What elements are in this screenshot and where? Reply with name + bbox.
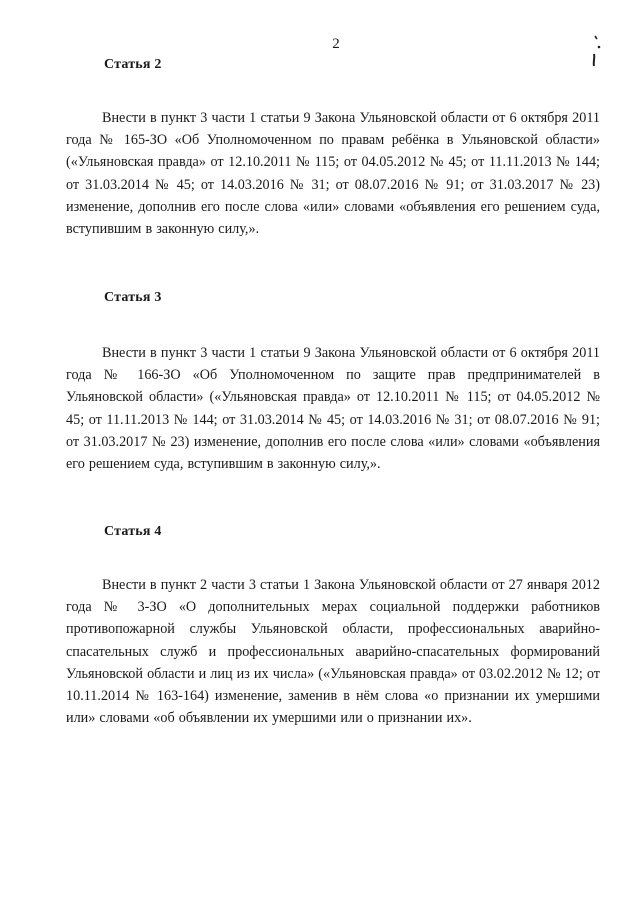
margin-mark-icon xyxy=(590,34,602,68)
article-heading-3: Статья 3 xyxy=(104,290,162,305)
page-number: 2 xyxy=(332,36,340,52)
article-text-4: Внести в пункт 2 части 3 статьи 1 Закона Ульяновской области от 27 января 2012 года № 3-ЗО «О дополнительных мерах социальной поддержки работников противопожарной службы Ульяновской области, профессиональных аварийно-спасательных служб и профессиональных аварийно-спасательных формирований Ульяновской области и лиц из их числа» («Ульяновская правда» от 03.02.2012 № 12; от 10.11.2014 № 163-164) изменение, заменив в нём слова «о признании их умершими или» словами «об объявлении их умершими или о признании их». xyxy=(66,577,600,727)
article-heading-2: Статья 2 xyxy=(104,57,162,72)
article-text-3: Внести в пункт 3 части 1 статьи 9 Закона Ульяновской области от 6 октября 2011 года № 166-ЗО «Об Уполномоченном по защите прав предпринимателей в Ульяновской области» («Ульяновская правда» от 12.10.2011 № 115; от 04.05.2012 № 45; от 11.11.2013 № 144; от 31.03.2014 № 45; от 14.03.2016 № 31; от 08.07.2016 № 91; от 31.03.2017 № 23) изменение, дополнив его после слова «или» словами «объявления его решением суда, вступившим в законную силу,». xyxy=(66,345,600,473)
article-heading-4: Статья 4 xyxy=(104,524,162,539)
article-text-2: Внести в пункт 3 части 1 статьи 9 Закона Ульяновской области от 6 октября 2011 года № 165-ЗО «Об Уполномоченном по правам ребёнка в Ульяновской области» («Ульяновская правда» от 12.10.2011 № 115; от 04.05.2012 № 45; от 11.11.2013 № 144; от 31.03.2014 № 45; от 14.03.2016 № 31; от 08.07.2016 № 91; от 31.03.2017 № 23) изменение, дополнив его после слова «или» словами «объявления его решением суда, вступившим в законную силу,». xyxy=(66,110,600,238)
